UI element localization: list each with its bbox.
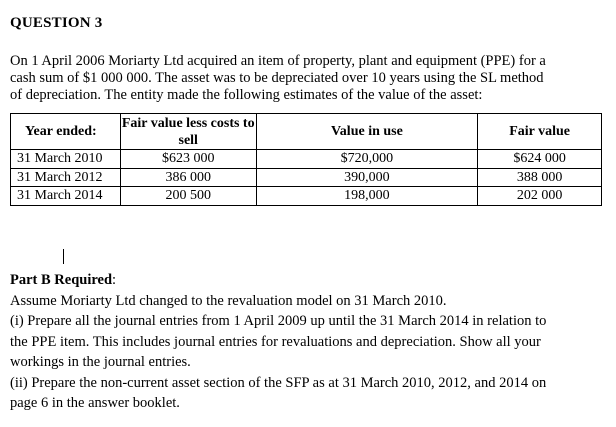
cell-fvlcs: 200 500 — [120, 187, 256, 206]
cell-year: 31 March 2010 — [11, 150, 121, 169]
part-b-title: Part B Required — [10, 272, 113, 288]
part-b-item-ii-line-2: page 6 in the answer booklet. — [10, 395, 180, 411]
header-fair-value: Fair value — [478, 114, 602, 150]
cell-fair-value: $624 000 — [478, 150, 602, 169]
text-cursor — [63, 249, 64, 264]
cell-year: 31 March 2014 — [11, 187, 121, 206]
intro-line-3: of depreciation. The entity made the following estimates of the value of the asset: — [10, 87, 483, 103]
header-fair-value-less-costs: Fair value less costs to sell — [121, 115, 255, 148]
header-value-in-use: Value in use — [256, 114, 478, 150]
intro-paragraph — [10, 53, 606, 104]
intro-line-2: cash sum of $1 000 000. The asset was to be depreciated over 10 years using the SL method — [10, 70, 544, 86]
table-row — [11, 168, 602, 187]
question-heading: QUESTION 3 — [10, 15, 103, 31]
part-b-item-ii-line-1: (ii) Prepare the non-current asset section of the SFP as at 31 March 2010, 2012, and 2014 on — [10, 374, 547, 391]
part-b-assumption: Assume Moriarty Ltd changed to the revaluation model on 31 March 2010. — [10, 292, 447, 309]
cell-value-in-use: $720,000 — [256, 150, 478, 169]
cell-fvlcs: 386 000 — [120, 168, 256, 187]
table-row — [11, 187, 602, 206]
part-b-item-i-line-1: (i) Prepare all the journal entries from 1 April 2009 up until the 31 March 2014 in relation to — [10, 313, 547, 329]
cell-value-in-use: 390,000 — [256, 168, 478, 187]
table-header-row — [11, 114, 602, 150]
part-b-section — [10, 270, 606, 414]
part-b-title-colon: : — [112, 272, 117, 288]
part-b-item-i-line-3: workings in the journal entries. — [10, 354, 191, 370]
cell-fair-value: 202 000 — [478, 187, 602, 206]
part-b-title-line — [10, 270, 606, 291]
cell-year: 31 March 2012 — [11, 168, 121, 187]
part-b-item-i-line-2: the PPE item. This includes journal entries for revaluations and depreciation. Show all your — [10, 333, 541, 350]
cell-value-in-use: 198,000 — [256, 187, 478, 206]
value-estimates-table — [10, 113, 602, 206]
intro-line-1: On 1 April 2006 Moriarty Ltd acquired an item of property, plant and equipment (PPE) for a — [10, 53, 546, 69]
cell-fvlcs: $623 000 — [120, 150, 256, 169]
table-row — [11, 150, 602, 169]
cell-fair-value: 388 000 — [478, 168, 602, 187]
header-year-ended: Year ended: — [11, 114, 121, 150]
